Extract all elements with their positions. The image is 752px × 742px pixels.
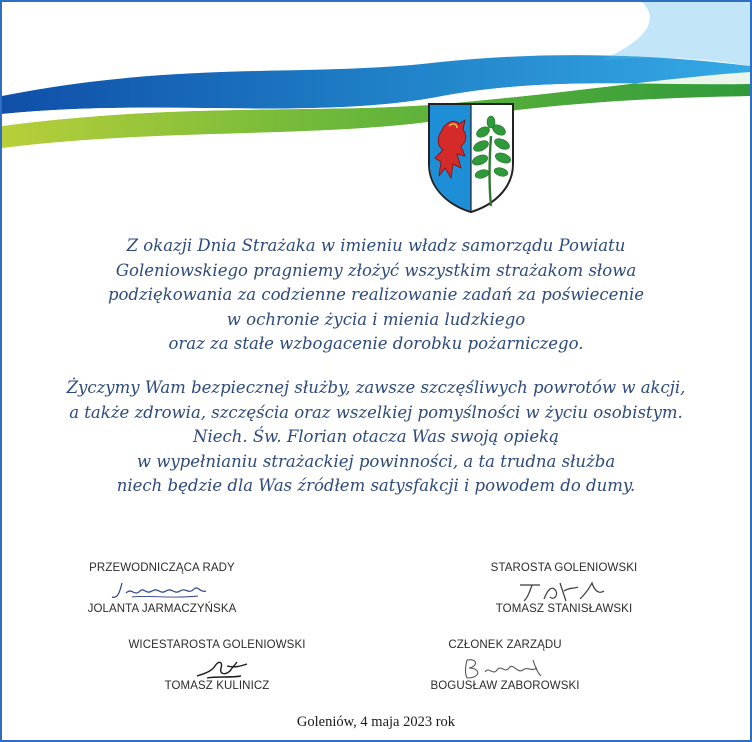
signatory-name: TOMASZ KULINICZ [164, 680, 270, 692]
signature-block-starosta [459, 562, 669, 615]
handwritten-signature [112, 656, 322, 680]
place-and-date: Goleniów, 4 maja 2023 rok [296, 714, 456, 730]
greeting-line: podziękowania za codzienne realizowanie zadań za poświecenie [107, 285, 645, 304]
signature-block-council-chair [57, 562, 267, 615]
handwritten-signature [57, 579, 267, 603]
signatory-name: BOGUSŁAW ZABOROWSKI [430, 680, 580, 692]
greeting-line: Z okazji Dnia Strażaka w imieniu władz samorządu Powiatu [126, 236, 626, 255]
signature-title: WICESTAROSTA GOLENIOWSKI [128, 639, 306, 651]
greeting-paragraph-1 [42, 234, 710, 357]
greeting-paragraph-2 [42, 376, 710, 499]
wishes-line: w wypełnianiu strażackiej powinności, a ta trudna służba [136, 451, 616, 471]
signature-title: STAROSTA GOLENIOWSKI [490, 562, 638, 574]
signature-block-board-member [400, 639, 610, 692]
signature-block-vice-starosta [112, 639, 322, 692]
wishes-line: Niech. Św. Florian otacza Was swoją opieką [193, 427, 559, 446]
wishes-line: a także zdrowia, szczęścia oraz wszelkiej pomyślności w życiu osobistym. [69, 402, 683, 422]
signatory-name: JOLANTA JARMACZYŃSKA [87, 603, 237, 615]
decorative-wave-banner [2, 2, 750, 172]
signatory-name: TOMASZ STANISŁAWSKI [495, 603, 633, 615]
wishes-line: niech będzie dla Was źródłem satysfakcji i powodem do dumy. [116, 476, 636, 495]
signature-title: CZŁONEK ZARZĄDU [448, 639, 562, 651]
wishes-line: Życzymy Wam bezpiecznej służby, zawsze szczęśliwych powrotów w akcji, [66, 378, 686, 397]
greeting-line: Goleniowskiego pragniemy złożyć wszystkim strażakom słowa [115, 260, 637, 280]
coat-of-arms-icon [427, 102, 515, 214]
handwritten-signature [459, 579, 669, 603]
handwritten-signature [400, 656, 610, 680]
signature-title: PRZEWODNICZĄCA RADY [89, 562, 235, 574]
greeting-line: w ochronie życia i mienia ludzkiego [226, 309, 526, 329]
greeting-line: oraz za stałe wzbogacenie dorobku pożarniczego. [168, 334, 584, 353]
